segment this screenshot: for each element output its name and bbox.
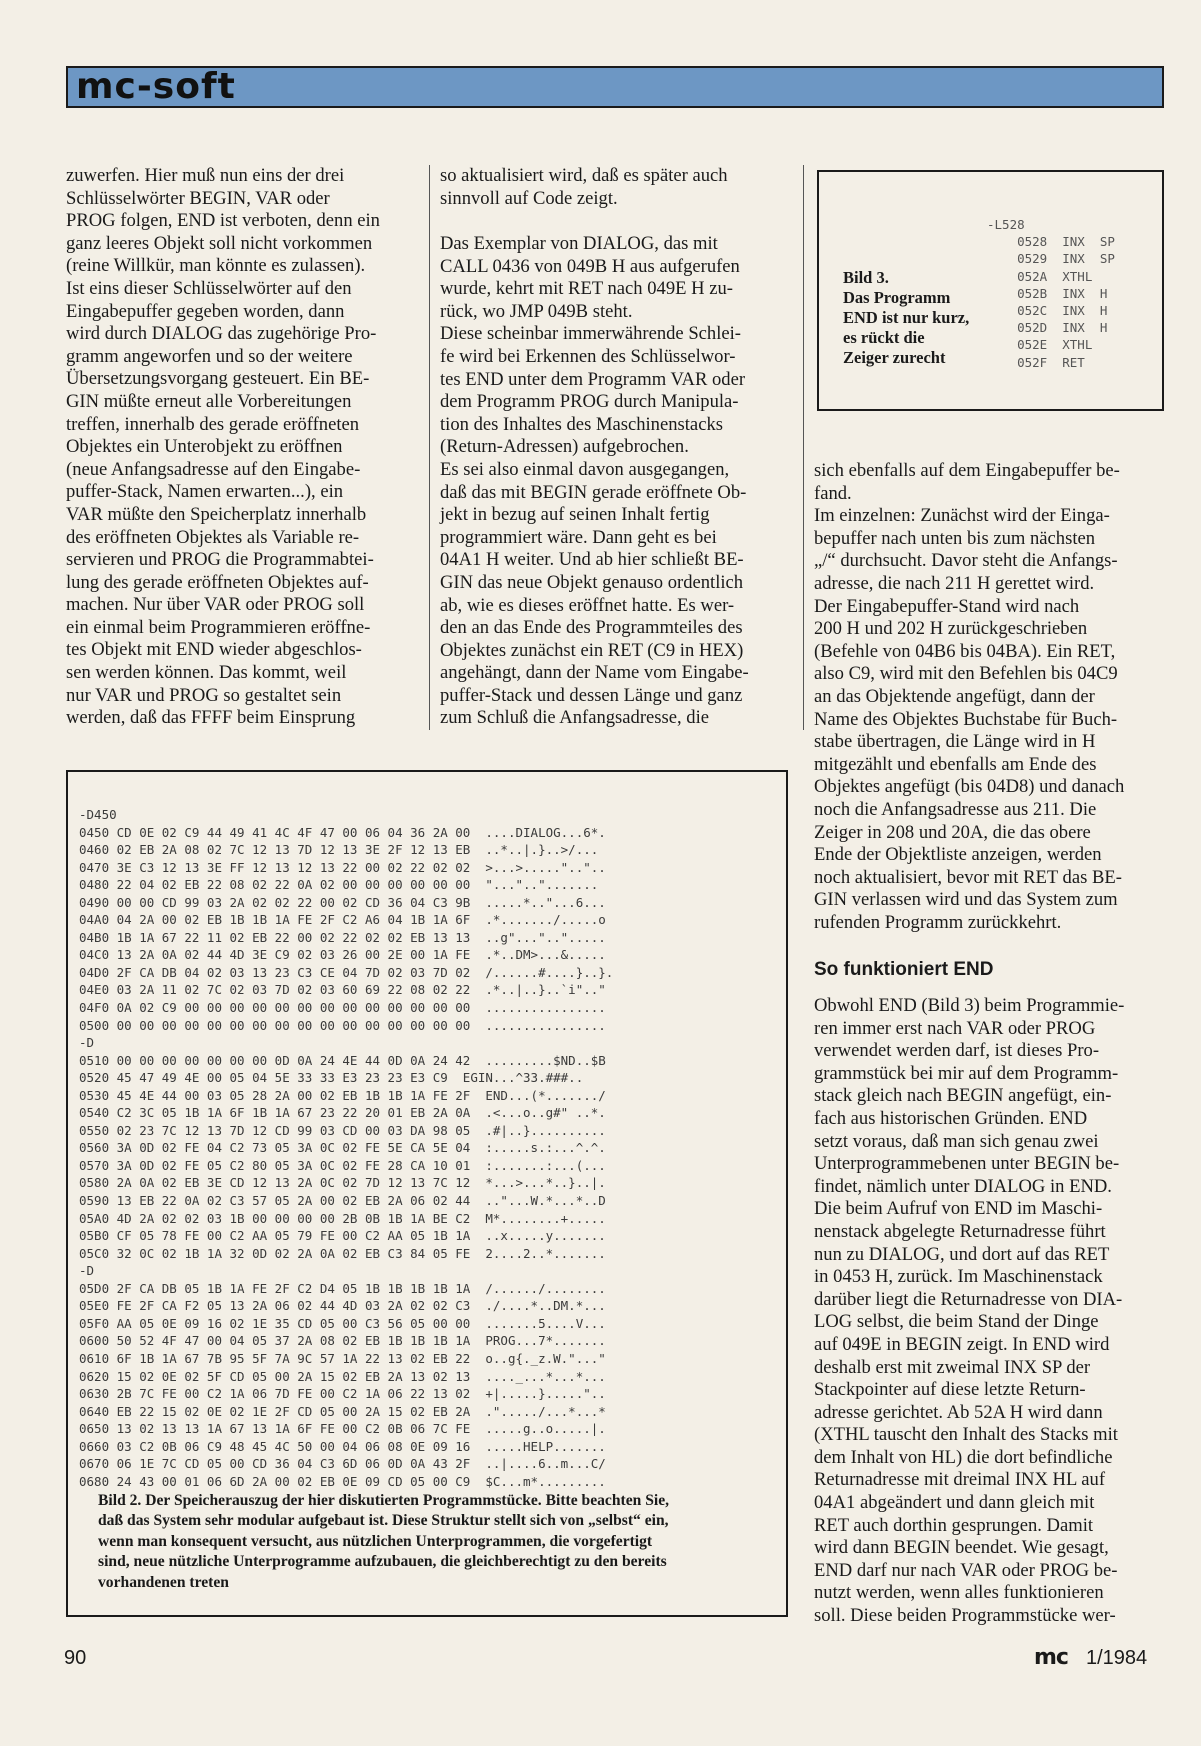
text-line: RET auch dorthin gesprungen. Damit [814,1514,1094,1536]
text-line: 04A1 H weiter. Und ab hier schließt BE- [440,549,744,571]
text-line: Es sei also einmal davon ausgegangen, [440,458,730,480]
text-line: wird dann BEGIN beendet. Wie gesagt, [814,1537,1109,1559]
text-line: deshalb erst mit zweimal INX SP der [814,1356,1091,1378]
text-line: noch aktualisiert, bevor mit RET das BE- [814,866,1122,888]
text-line: tion des Inhaltes des Maschinenstacks [440,413,723,435]
text-line: CALL 0436 von 049B H aus aufgerufen [440,255,740,277]
listing-line: 0529 INX SP [987,251,1115,267]
listing-line: 052A XTHL [987,268,1093,284]
listing-line: -D450 [79,807,117,822]
text-line: (Return-Adressen) aufgebrochen. [440,436,689,458]
text-line: jekt in bezug auf seinen Inhalt fertig [440,504,710,526]
text-line: lung des gerade eröffneten Objektes auf- [66,571,369,593]
text-line: Obwohl END (Bild 3) beim Programmie- [814,995,1125,1016]
text-line: verwendet werden darf, ist dieses Pro- [814,1040,1100,1062]
listing-line: 05F0 AA 05 0E 09 16 02 1E 35 CD 05 00 C3 56 05 00 00 .......5....V... [79,1315,606,1331]
listing-line: 0580 2A 0A 02 EB 3E CD 12 13 2A 0C 02 7D 12 13 7C 12 *...>...*..}..|. [79,1175,606,1191]
text-line: „/“ durchsucht. Davor steht die Anfangs- [814,550,1118,572]
caption-line: es rückt die [843,328,925,347]
text-line: fach aus historischen Gründen. END [814,1107,1088,1129]
text-line: dem Programm PROG durch Manipula- [440,391,739,413]
listing-line: 0550 02 23 7C 12 13 7D 12 CD 99 03 CD 00 03 DA 98 05 .#|..}.......... [79,1122,606,1138]
text-line: so aktualisiert wird, daß es später auch [440,165,728,186]
text-line: fand. [814,482,852,504]
text-line: des eröffneten Objektes als Variable re- [66,526,360,548]
text-line: (reine Willkür, man könnte es zulassen). [66,255,366,277]
listing-line: 0610 6F 1B 1A 67 7B 95 5F 7A 9C 57 1A 22 13 02 EB 22 o..g{._z.W."..." [79,1350,606,1366]
column-2-text-intro [440,165,800,210]
text-line: grammstück bei mir auf dem Programm- [814,1062,1119,1084]
text-line: soll. Diese beiden Programmstücke wer- [814,1605,1116,1627]
text-line: 200 H und 202 H zurückgeschrieben [814,618,1088,640]
listing-line: 052C INX H [987,303,1108,319]
text-line: (neue Anfangsadresse auf den Eingabe- [66,458,361,480]
figure-bild-2 [66,770,788,1617]
page-number: 90 [64,1647,87,1669]
listing-line: 05E0 FE 2F CA F2 05 13 2A 06 02 44 4D 03 2A 02 02 C3 ./....*..DM.*... [79,1298,606,1314]
text-line: sen werden können. Das kommt, weil [66,662,347,684]
text-line: auf 049E in BEGIN zeigt. In END wird [814,1333,1110,1355]
section-header-bar [66,66,1164,108]
listing-line: 0510 00 00 00 00 00 00 00 0D 0A 24 4E 44 0D 0A 24 42 .........$ND..$B [79,1052,606,1068]
text-line: GIN verlassen wird und das System zum [814,889,1118,911]
listing-line: 04E0 03 2A 11 02 7C 02 03 7D 02 03 60 69 22 08 02 22 .*..|..}..`i".." [79,982,606,998]
listing-line: 04A0 04 2A 00 02 EB 1B 1B 1A FE 2F C2 A6 04 1B 1A 6F .*......./.....o [79,912,606,928]
issue-number: 1/1984 [1086,1647,1148,1669]
text-line: Returnadresse mit dreimal INX HL auf [814,1469,1106,1491]
text-line: Stackpointer auf diese letzte Return- [814,1379,1086,1401]
listing-line: -L528 [987,217,1025,232]
text-line: GIN das neue Objekt genauso ordentlich [440,571,744,593]
text-line: puffer-Stack und dessen Länge und ganz [440,684,743,706]
text-line: rück, wo JMP 049B steht. [440,300,633,322]
listing-line: 0530 45 4E 44 00 03 05 28 2A 00 02 EB 1B 1B 1A FE 2F END...(*......./ [79,1087,606,1103]
listing-line: 0570 3A 0D 02 FE 05 C2 80 05 3A 0C 02 FE 28 CA 10 01 :.......:...(... [79,1157,606,1173]
text-line: Das Exemplar von DIALOG, das mit [440,233,718,254]
listing-line: 0630 2B 7C FE 00 C2 1A 06 7D FE 00 C2 1A 06 22 13 02 +|.....}.....".. [79,1386,606,1402]
section-logo: mc-soft [76,66,236,107]
section-heading-end: So funktioniert END [814,959,994,980]
text-line: sinnvoll auf Code zeigt. [440,187,618,209]
figure-3-caption [843,268,993,368]
text-line: machen. Nur über VAR oder PROG soll [66,594,365,616]
text-line: servieren und PROG die Programmabtei- [66,549,374,571]
listing-line: 0460 02 EB 2A 08 02 7C 12 13 7D 12 13 3E 2F 12 13 EB ..*..|.}..>/... [79,842,599,858]
text-line: nutzt werden, wenn alles funktionieren [814,1582,1104,1604]
listing-line: 052B INX H [987,285,1108,301]
text-line: zum Schluß die Anfangsadresse, die [440,707,710,729]
listing-line: 0590 13 EB 22 0A 02 C3 57 05 2A 00 02 EB 2A 06 02 44 .."...W.*...*..D [79,1193,606,1209]
text-line: Im einzelnen: Zunächst wird der Einga- [814,505,1110,527]
listing-line: 04B0 1B 1A 67 22 11 02 EB 22 00 02 22 02 02 EB 13 13 ..g"...".."..... [79,929,606,945]
listing-line: 0450 CD 0E 02 C9 44 49 41 4C 4F 47 00 06 04 36 2A 00 ....DIALOG...6*. [79,824,606,840]
text-line: PROG folgen, END ist verboten, denn ein [66,210,380,232]
column-divider-1 [429,165,430,730]
text-line: zuwerfen. Hier muß nun eins der drei [66,165,345,186]
text-line: ein einmal beim Programmieren eröffne- [66,616,371,638]
text-line: GIN müßte erneut alle Vorbereitungen [66,390,352,412]
caption-line: END ist nur kurz, [843,308,970,327]
caption-line: Das Programm [843,288,951,307]
text-line: ganz leeres Objekt soll nicht vorkommen [66,232,373,254]
listing-line: -D [79,1263,95,1279]
listing-line: 0480 22 04 02 EB 22 08 02 22 0A 02 00 00 00 00 00 00 "...".."....... [79,877,599,893]
text-line: VAR müßte den Speicherplatz innerhalb [66,503,367,525]
text-line: an das Objektende angefügt, dann der [814,685,1095,707]
text-line: ren immer erst nach VAR oder PROG [814,1017,1096,1039]
listing-line: 0560 3A 0D 02 FE 04 C2 73 05 3A 0C 02 FE 5E CA 5E 04 :.....s.:...^.^. [79,1140,606,1156]
text-line: in 0453 H, zurück. Im Maschinenstack [814,1266,1103,1288]
caption-line: Bild 3. [843,268,889,287]
text-line: puffer-Stack, Namen erwarten...), ein [66,481,344,503]
column-3-text-end [814,995,1166,1628]
text-line: tes Objekt mit END wieder abgeschlos- [66,639,362,661]
listing-line: 052F RET [987,354,1085,370]
listing-line: 0500 00 00 00 00 00 00 00 00 00 00 00 00 00 00 00 00 ................ [79,1017,606,1033]
listing-line: 0680 24 43 00 01 06 6D 2A 00 02 EB 0E 09 CD 05 00 C9 $C...m*......... [79,1473,606,1489]
listing-line: 0660 03 C2 0B 06 C9 48 45 4C 50 00 04 06 08 0E 09 16 .....HELP....... [79,1438,606,1454]
text-line: dem Inhalt von HL) die dort befindliche [814,1446,1113,1468]
listing-line: 05C0 32 0C 02 1B 1A 32 0D 02 2A 0A 02 EB C3 84 05 FE 2....2..*....... [79,1245,606,1261]
text-line: Objektes angefügt (bis 04D8) und danach [814,776,1125,798]
text-line: adresse, die nach 211 H gerettet wird. [814,572,1095,594]
text-line: Objektes zunächst ein RET (C9 in HEX) [440,639,744,661]
text-line: adresse gerichtet. Ab 52A H wird dann [814,1401,1103,1423]
caption-line: vorhandenen treten [98,1573,229,1591]
text-line: 04A1 abgeändert und dann gleich mit [814,1492,1095,1514]
listing-line: 0600 50 52 4F 47 00 04 05 37 2A 08 02 EB 1B 1B 1B 1A PROG...7*....... [79,1333,606,1349]
text-line: Objektes ein Unterobjekt zu eröffnen [66,436,343,458]
text-line: noch die Anfangsadresse aus 211. Die [814,798,1097,820]
text-line: findet, nämlich unter DIALOG in END. [814,1175,1112,1197]
caption-line: sind, neue nützliche Unterprogramme aufzubauen, die gleichberechtigt zu den bereits [98,1553,667,1571]
text-line: stack gleich nach BEGIN angefügt, ein- [814,1085,1112,1107]
text-line: Der Eingabepuffer-Stand wird nach [814,595,1080,617]
text-line: treffen, innerhalb des gerade eröffneten [66,413,360,435]
text-line: angehängt, dann der Name vom Eingabe- [440,662,749,684]
text-line: sich ebenfalls auf dem Eingabepuffer be- [814,460,1120,481]
caption-line: wenn man konsequent versucht, aus nützlichen Unterprogrammen, die vorgefertigt [98,1532,653,1550]
text-line: wurde, kehrt mit RET nach 049E H zu- [440,278,733,300]
text-line: setzt voraus, daß man sich genau zwei [814,1130,1099,1152]
text-line: ab, wie es dieses eröffnet hatte. Es wer- [440,594,735,616]
listing-line: 052D INX H [987,320,1108,336]
caption-line: Zeiger zurecht [843,348,946,367]
figure-2-caption [98,1491,778,1593]
text-line: bepuffer nach unten bis zum nächsten [814,527,1096,549]
column-divider-2 [803,165,804,730]
text-line: Ende der Objektliste anzeigen, werden [814,844,1102,866]
listing-line: 05B0 CF 05 78 FE 00 C2 AA 05 79 FE 00 C2 AA 05 1B 1A ..x.....y....... [79,1228,606,1244]
figure-bild-3 [817,170,1164,411]
caption-line: daß das System sehr modular aufgebaut ist. Diese Struktur stellt sich von „selbst“ ein, [98,1512,669,1530]
text-line: fe wird bei Erkennen des Schlüsselwor- [440,345,736,367]
listing-line: 0670 06 1E 7C CD 05 00 CD 36 04 C3 6D 06 0D 0A 43 2F ..|....6..m...C/ [79,1456,606,1472]
listing-line: 04C0 13 2A 0A 02 44 4D 3E C9 02 03 26 00 2E 00 1A FE .*..DM>...&..... [79,947,606,963]
text-line: mitgezählt und ebenfalls am Ende des [814,753,1097,775]
caption-line: Bild 2. Der Speicherauszug der hier diskutierten Programmstücke. Bitte beachten Sie, [98,1492,670,1509]
column-3-text [814,460,1166,934]
text-line: nun zu DIALOG, und dort auf das RET [814,1243,1110,1265]
column-1-text [66,165,426,730]
memory-dump-listing [79,806,613,1490]
text-line: Zeiger in 208 und 20A, die das obere [814,821,1091,843]
text-line: Eingabepuffer gegeben worden, dann [66,300,345,322]
listing-line: 04D0 2F CA DB 04 02 03 13 23 C3 CE 04 7D 02 03 7D 02 /......#....}..}. [79,964,614,980]
listing-line: 0490 00 00 CD 99 03 2A 02 02 22 00 02 CD 36 04 C3 9B .....*.."...6... [79,894,606,910]
text-line: den an das Ende des Programmteiles des [440,617,743,639]
text-line: Unterprogrammebenen unter BEGIN be- [814,1153,1120,1175]
text-line: (Befehle von 04B6 bis 04BA). Ein RET, [814,640,1116,662]
text-line: gramm angeworfen und so der weitere [66,345,353,367]
text-line: programmiert wäre. Dann geht es bei [440,526,717,548]
text-line: (XTHL tauscht den Inhalt des Stacks mit [814,1424,1118,1446]
listing-line: 0540 C2 3C 05 1B 1A 6F 1B 1A 67 23 22 20 01 EB 2A 0A .<...o..g#" ..*. [79,1105,606,1121]
text-line: darüber liegt die Returnadresse von DIA- [814,1288,1123,1310]
listing-line: 0470 3E C3 12 13 3E FF 12 13 12 13 22 00 02 22 02 02 >...>....."..".. [79,859,606,875]
text-line: wird durch DIALOG das zugehörige Pro- [66,323,377,345]
text-line: Schlüsselwörter BEGIN, VAR oder [66,187,330,209]
text-line: Diese scheinbar immerwährende Schlei- [440,323,741,345]
text-line: Name des Objektes Buchstabe für Buch- [814,708,1118,730]
listing-line: 0528 INX SP [987,234,1115,250]
text-line: END darf nur nach VAR oder PROG be- [814,1559,1118,1581]
listing-line: 0520 45 47 49 4E 00 05 04 5E 33 33 E3 23 23 E3 C9 EGIN...^33.###.. [79,1070,584,1086]
figure-3-listing [987,216,1115,371]
magazine-logo: mc [1034,1645,1068,1670]
text-line: nur VAR und PROG so gestaltet sein [66,684,342,706]
listing-line: 05A0 4D 2A 02 02 03 1B 00 00 00 00 2B 0B 1B 1A BE C2 M*........+..... [79,1210,606,1226]
listing-line: 0620 15 02 0E 02 5F CD 05 00 2A 15 02 EB 2A 13 02 13 ...._...*...*... [79,1368,606,1384]
column-2-text [440,233,800,730]
text-line: werden, daß das FFFF beim Einsprung [66,707,356,729]
text-line: Übersetzungsvorgang gesteuert. Ein BE- [66,368,370,390]
text-line: tes END unter dem Programm VAR oder [440,368,746,390]
listing-line: 04F0 0A 02 C9 00 00 00 00 00 00 00 00 00 00 00 00 00 ................ [79,1000,606,1016]
listing-line: 0640 EB 22 15 02 0E 02 1E 2F CD 05 00 2A 15 02 EB 2A ."...../...*...* [79,1403,606,1419]
text-line: LOG selbst, die beim Stand der Dinge [814,1311,1099,1333]
text-line: daß das mit BEGIN gerade eröffnete Ob- [440,481,747,503]
text-line: stabe übertragen, die Länge wird in H [814,731,1096,753]
listing-line: 052E XTHL [987,337,1093,353]
text-line: also C9, wird mit den Befehlen bis 04C9 [814,663,1118,685]
listing-line: 05D0 2F CA DB 05 1B 1A FE 2F C2 D4 05 1B 1B 1B 1B 1A /....../........ [79,1280,606,1296]
listing-line: -D [79,1035,95,1051]
text-line: Ist eins dieser Schlüsselwörter auf den [66,277,352,299]
text-line: Die beim Aufruf von END im Maschi- [814,1198,1103,1220]
text-line: nenstack abgelegte Returnadresse führt [814,1220,1106,1242]
text-line: rufenden Programm zurückkehrt. [814,911,1062,933]
listing-line: 0650 13 02 13 13 1A 67 13 1A 6F FE 00 C2 0B 06 7C FE .....g..o.....|. [79,1421,606,1437]
